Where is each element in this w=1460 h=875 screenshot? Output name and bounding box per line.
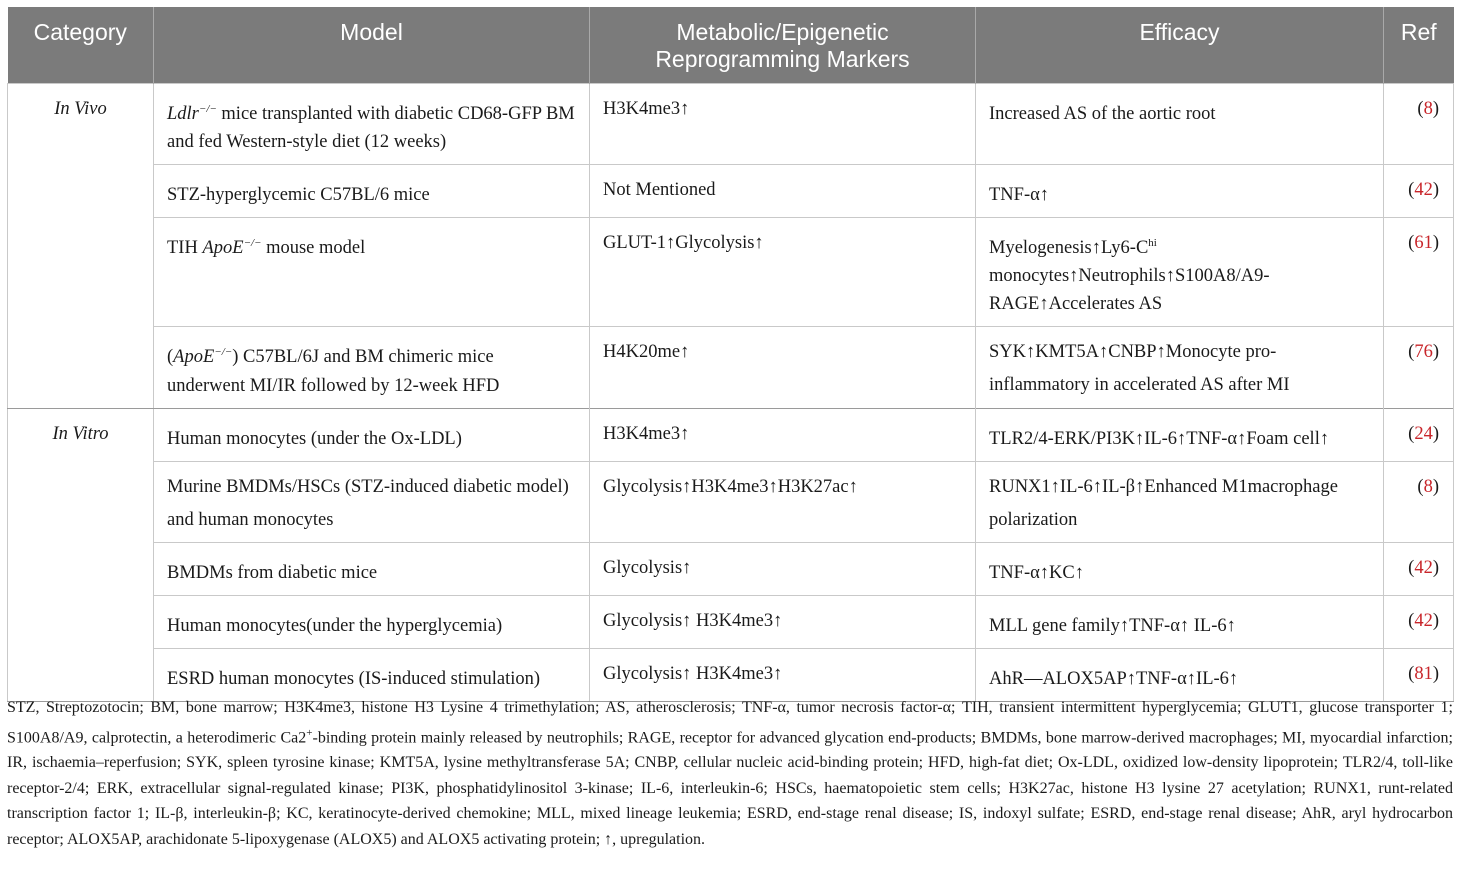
markers-cell: Glycolysis↑ H3K4me3↑: [590, 649, 976, 702]
ref-paren-open: (: [1408, 180, 1415, 201]
model-text: BMDMs from diabetic mice: [167, 563, 378, 584]
ref-link[interactable]: 61: [1414, 233, 1433, 254]
header-ref: Ref: [1384, 7, 1454, 84]
model-cell: [154, 327, 590, 408]
efficacy-cell: [976, 596, 1384, 649]
ref-paren-open: (: [1408, 664, 1415, 685]
efficacy-cell: [976, 327, 1384, 408]
table-row: [8, 165, 1454, 218]
efficacy-cell: [976, 218, 1384, 327]
footnote-sup: +: [306, 726, 313, 739]
markers-cell: H4K20me↑: [590, 327, 976, 408]
model-gene: ApoE: [202, 238, 244, 259]
header-category: Category: [8, 7, 154, 84]
ref-paren-close: ): [1432, 611, 1439, 632]
markers-cell: H3K4me3↑: [590, 408, 976, 461]
ref-paren-close: ): [1432, 180, 1439, 201]
ref-paren-close: ): [1432, 423, 1439, 444]
ref-cell: [1384, 596, 1454, 649]
model-genotype: −/−: [214, 346, 233, 359]
model-text: STZ-hyperglycemic C57BL/6 mice: [167, 185, 430, 206]
ref-paren-open: (: [1408, 557, 1415, 578]
category-cell: In Vitro: [8, 408, 154, 702]
model-cell: [154, 649, 590, 702]
ref-cell: [1384, 408, 1454, 461]
efficacy-text-rest: monocytes↑Neutrophils↑S100A8/A9-RAGE↑Accelerates AS: [989, 266, 1270, 315]
model-text: Human monocytes (under the Ox-LDL): [167, 428, 462, 449]
table-row: [8, 84, 1454, 165]
markers-cell: H3K4me3↑: [590, 84, 976, 165]
model-gene: Ldlr: [167, 104, 199, 125]
ref-cell: [1384, 165, 1454, 218]
efficacy-sup: hi: [1148, 237, 1157, 250]
model-genotype: −/−: [243, 237, 262, 250]
ref-paren-close: ): [1432, 342, 1439, 363]
efficacy-text: TLR2/4-ERK/PI3K↑IL-6↑TNF-α↑Foam cell↑: [989, 428, 1330, 449]
efficacy-text: Myelogenesis↑Ly6-C: [989, 238, 1149, 259]
category-cell: In Vivo: [8, 84, 154, 409]
model-cell: [154, 165, 590, 218]
header-markers: Metabolic/Epigenetic Reprogramming Markers: [590, 7, 976, 84]
markers-cell: Not Mentioned: [590, 165, 976, 218]
efficacy-cell: [976, 649, 1384, 702]
efficacy-text: MLL gene family↑TNF-α↑ IL-6↑: [989, 616, 1236, 637]
efficacy-text: TNF-α↑: [989, 185, 1050, 206]
ref-cell: [1384, 542, 1454, 595]
model-cell: [154, 408, 590, 461]
ref-link[interactable]: 81: [1414, 664, 1433, 685]
ref-link[interactable]: 42: [1414, 611, 1433, 632]
efficacy-cell: [976, 542, 1384, 595]
efficacy-text: TNF-α↑KC↑: [989, 563, 1085, 584]
ref-paren-close: ): [1432, 476, 1439, 497]
model-text: Murine BMDMs/HSCs (STZ-induced diabetic model) and human monocytes: [167, 476, 569, 530]
table-row: [8, 408, 1454, 461]
ref-paren-close: ): [1432, 233, 1439, 254]
footnote: [7, 695, 1453, 852]
table-row: [8, 542, 1454, 595]
ref-cell: [1384, 461, 1454, 542]
model-text-rest: mouse model: [261, 238, 366, 259]
model-cell: [154, 542, 590, 595]
ref-link[interactable]: 42: [1414, 557, 1433, 578]
ref-cell: [1384, 327, 1454, 408]
ref-paren-close: ): [1432, 99, 1439, 119]
ref-link[interactable]: 24: [1414, 423, 1433, 444]
ref-link[interactable]: 42: [1414, 180, 1433, 201]
markers-cell: Glycolysis↑: [590, 542, 976, 595]
efficacy-cell: [976, 84, 1384, 165]
table-row: [8, 649, 1454, 702]
ref-paren-close: ): [1432, 557, 1439, 578]
efficacy-text: SYK↑KMT5A↑CNBP↑Monocyte pro-inflammatory in accelerated AS after MI: [989, 342, 1290, 396]
ref-cell: [1384, 84, 1454, 165]
markers-cell: GLUT-1↑Glycolysis↑: [590, 218, 976, 327]
model-text: TIH: [167, 238, 203, 259]
markers-cell: Glycolysis↑H3K4me3↑H3K27ac↑: [590, 461, 976, 542]
table-row: [8, 327, 1454, 408]
model-text: ESRD human monocytes (IS-induced stimulation): [167, 669, 541, 690]
model-cell: [154, 218, 590, 327]
efficacy-cell: [976, 165, 1384, 218]
footnote-text-2: -binding protein mainly released by neutrophils; RAGE, receptor for advanced glycation end-products; BMDMs, bone marrow-derived macrophages; MI, myocardial infarction; IR, ischaemia–reperfusion; SYK, spleen tyrosine kinase; KMT5A, lysine methyltransferase 5A; CNBP, cellular nucleic acid-binding protein; HFD, high-fat diet; Ox-LDL, oxidized low-density lipoprotein; TLR2/4, toll-like receptor-2/4; ERK, extracellular signal-regulated kinase; PI3K, phosphatidylinositol 3-kinase; IL-6, interleukin-6; HSCs, haematopoietic stem cells; H3K27ac, histone H3 lysine 27 acetylation; RUNX1, runt-related transcription factor 1; IL-β, interleukin-β; KC, keratinocyte-derived chemokine; MLL, mixed lineage leukemia; ESRD, end-stage renal disease; IS, indoxyl sulfate; ESRD, end-stage renal disease; AhR, aryl hydrocarbon receptor; ALOX5AP, arachidonate 5-lipoxygenase (ALOX5) and ALOX5 activating protein; ↑, upregulation.: [7, 728, 1453, 848]
model-gene: ApoE: [173, 347, 215, 368]
model-text: Human monocytes(under the hyperglycemia): [167, 616, 503, 637]
model-text-rest: mice transplanted with diabetic CD68-GFP BM and fed Western-style diet (12 weeks): [167, 104, 575, 153]
efficacy-cell: [976, 461, 1384, 542]
ref-link[interactable]: 76: [1414, 342, 1433, 363]
header-model: Model: [154, 7, 590, 84]
ref-paren-open: (: [1417, 99, 1424, 119]
footnote-text-1: STZ, Streptozotocin; BM, bone marrow; H3K4me3, histone H3 Lysine 4 trimethylation; AS, atherosclerosis; TNF-α, tumor necrosis factor-α; TIH, transient intermittent hyperglycemia; GLUT1, glucose transporter 1; S100A8/A9, calprotectin, a heterodimeric Ca2: [7, 699, 1453, 746]
ref-cell: [1384, 218, 1454, 327]
header-row: [8, 7, 1454, 84]
header-efficacy: Efficacy: [976, 7, 1384, 84]
efficacy-cell: [976, 408, 1384, 461]
efficacy-text: AhR—ALOX5AP↑TNF-α↑IL-6↑: [989, 669, 1239, 690]
ref-paren-open: (: [1408, 233, 1415, 254]
table-row: [8, 596, 1454, 649]
model-genotype: −/−: [198, 103, 217, 115]
table-row: [8, 218, 1454, 327]
efficacy-text: RUNX1↑IL-6↑IL-β↑Enhanced M1macrophage polarization: [989, 476, 1338, 530]
ref-paren-open: (: [1417, 476, 1424, 497]
model-cell: [154, 84, 590, 165]
ref-link[interactable]: 8: [1423, 476, 1433, 497]
ref-paren-close: ): [1432, 664, 1439, 685]
ref-paren-open: (: [1408, 423, 1415, 444]
ref-link[interactable]: 8: [1423, 99, 1433, 119]
table-container: [7, 7, 1453, 702]
markers-cell: Glycolysis↑ H3K4me3↑: [590, 596, 976, 649]
table-row: [8, 461, 1454, 542]
model-text: (: [167, 347, 174, 368]
model-cell: [154, 596, 590, 649]
data-table: [7, 7, 1454, 702]
model-text-rest: ) C57BL/6J and BM chimeric mice underwent MI/IR followed by 12-week HFD: [167, 347, 500, 396]
efficacy-text: Increased AS of the aortic root: [989, 104, 1216, 125]
model-cell: [154, 461, 590, 542]
ref-cell: [1384, 649, 1454, 702]
ref-paren-open: (: [1408, 611, 1415, 632]
ref-paren-open: (: [1408, 342, 1415, 363]
